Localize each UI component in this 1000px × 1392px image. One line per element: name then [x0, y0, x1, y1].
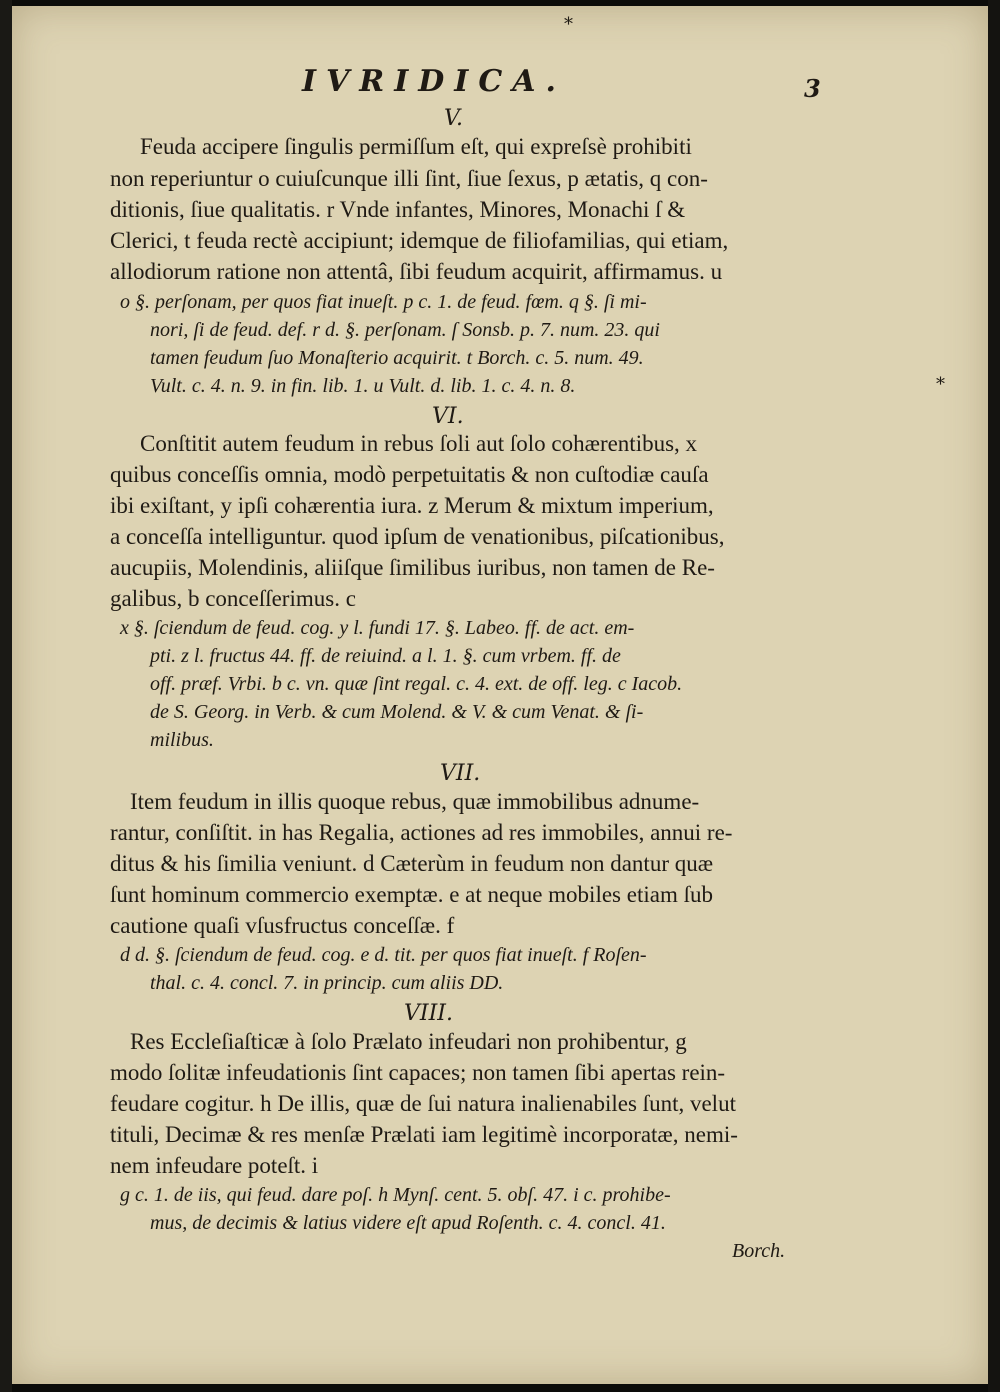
body-line: galibus, b conceſſerimus. c: [110, 586, 356, 611]
note-line: Vult. c. 4. n. 9. in fin. lib. 1. u Vult. d. lib. 1. c. 4. n. 8.: [150, 375, 576, 397]
body-line: ibi exiſtant, y ipſi cohærentia iura. z Merum & mixtum imperium,: [110, 493, 714, 518]
note-line: o §. perſonam, per quos fiat inueſt. p c. 1. de feud. fœm. q §. ſi mi-: [120, 291, 647, 313]
catchword: Borch.: [732, 1240, 786, 1262]
note-line: pti. z l. fructus 44. ff. de reiuind. a l. 1. §. cum vrbem. ff. de: [150, 645, 621, 667]
body-line: aucupiis, Molendinis, aliiſque ſimilibus iuribus, non tamen de Re-: [110, 555, 715, 580]
body-line: tituli, Decimæ & res menſæ Prælati iam legitimè incorporatæ, nemi-: [110, 1122, 738, 1147]
body-line: quibus conceſſis omnia, modò perpetuitatis & non cuſtodiæ cauſa: [110, 462, 709, 487]
note-line: d d. §. ſciendum de feud. cog. e d. tit. per quos fiat inueſt. f Roſen-: [120, 944, 647, 966]
body-line: Item feudum in illis quoque rebus, quæ immobilibus adnume-: [130, 789, 700, 814]
body-line: allodiorum ratione non attentâ, ſibi feudum acquirit, affirmamus. u: [110, 259, 723, 284]
body-line: Clerici, t feuda rectè accipiunt; idemque de filiofamilias, qui etiam,: [110, 228, 729, 253]
body-line: rantur, conſiſtit. in has Regalia, actiones ad res immobiles, annui re-: [110, 820, 733, 845]
section-numeral: VIII.: [404, 1001, 453, 1026]
note-line: g c. 1. de iis, qui feud. dare poſ. h Mynſ. cent. 5. obſ. 47. i c. prohibe-: [120, 1184, 671, 1206]
section-numeral: VI.: [432, 404, 464, 429]
note-line: off. præf. Vrbi. b c. vn. quæ ſint regal. c. 4. ext. de off. leg. c Iacob.: [150, 673, 683, 695]
body-line: nem infeudare poteſt. i: [110, 1153, 319, 1178]
note-line: de S. Georg. in Verb. & cum Molend. & V. & cum Venat. & ſi-: [150, 701, 644, 723]
body-line: Res Eccleſiaſticæ à ſolo Prælato infeudari non prohibentur, g: [130, 1029, 687, 1054]
body-line: modo ſolitæ infeudationis ſint capaces; non tamen ſibi apertas rein-: [110, 1060, 726, 1085]
margin-mark: *: [936, 374, 945, 395]
body-line: non reperiuntur o cuiuſcunque illi ſint, ſiue ſexus, p ætatis, q con-: [110, 166, 708, 191]
right-margin: [988, 0, 1000, 1392]
body-line: ſunt hominum commercio exemptæ. e at neque mobiles etiam ſub: [110, 882, 713, 907]
note-line: mus, de decimis & latius videre eſt apud Roſenth. c. 4. concl. 41.: [150, 1212, 666, 1234]
left-margin: [0, 0, 12, 1392]
section-numeral: VII.: [440, 761, 481, 786]
running-title: IVRIDICA.: [302, 64, 566, 99]
book-page: [12, 6, 988, 1384]
note-line: thal. c. 4. concl. 7. in princip. cum aliis DD.: [150, 972, 504, 994]
body-line: ditionis, ſiue qualitatis. r Vnde infantes, Minores, Monachi ſ &: [110, 197, 686, 222]
body-line: a conceſſa intelliguntur. quod ipſum de venationibus, piſcationibus,: [110, 524, 725, 549]
section-numeral: V.: [444, 106, 464, 131]
header-ornament: *: [564, 14, 573, 35]
body-line: Feuda accipere ſingulis permiſſum eſt, qui expreſsè prohibiti: [140, 134, 692, 159]
body-line: ditus & his ſimilia veniunt. d Cæterùm in feudum non dantur quæ: [110, 851, 714, 876]
body-line: cautione quaſi vſusfructus conceſſæ. f: [110, 913, 455, 938]
note-line: nori, ſi de feud. def. r d. §. perſonam. ſ Sonsb. p. 7. num. 23. qui: [150, 319, 660, 341]
note-line: milibus.: [150, 729, 214, 751]
body-line: Conſtitit autem feudum in rebus ſoli aut ſolo cohærentibus, x: [140, 431, 698, 456]
note-line: x §. ſciendum de feud. cog. y l. fundi 17. §. Labeo. ff. de act. em-: [120, 617, 635, 639]
body-line: feudare cogitur. h De illis, quæ de ſui natura inalienabiles ſunt, velut: [110, 1091, 736, 1116]
page-number: 3: [804, 74, 821, 103]
note-line: tamen feudum ſuo Monaſterio acquirit. t Borch. c. 5. num. 49.: [150, 347, 644, 369]
